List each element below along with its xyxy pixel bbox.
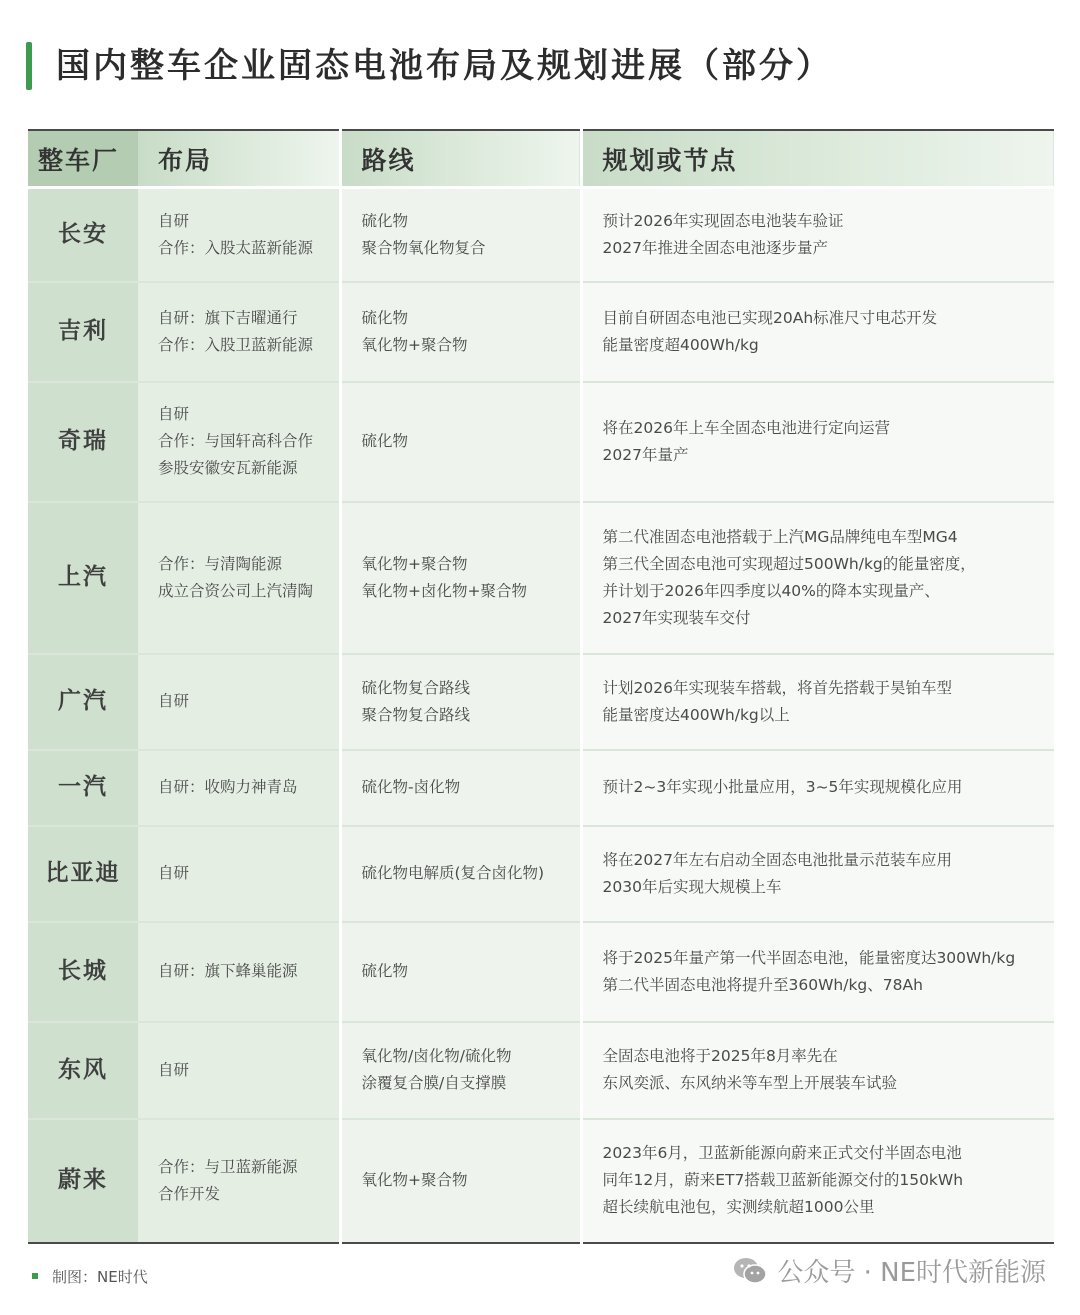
layout-line: 自研 — [158, 692, 190, 710]
page-title: 国内整车企业固态电池布局及规划进展（部分） — [56, 46, 833, 86]
plan-line: 第三代全固态电池可实现超过500Wh/kg的能量密度， — [602, 554, 976, 573]
maker-cell: 蔚来 — [28, 1119, 138, 1243]
maker-cell: 广汽 — [28, 654, 138, 750]
maker-cell: 一汽 — [28, 750, 138, 826]
plan-line: 同年12月，蔚来ET7搭载卫蓝新能源交付的150kWh — [602, 1171, 964, 1189]
layout-cell — [138, 1119, 340, 1243]
route-cell — [340, 654, 581, 750]
route-cell — [340, 382, 581, 502]
maker-cell: 上汽 — [28, 502, 138, 654]
table-header-row — [28, 130, 1054, 188]
plan-cell — [581, 1119, 1054, 1243]
layout-line: 自研：旗下吉曜通行 — [158, 308, 298, 327]
route-line: 硫化物电解质(复合卤化物) — [361, 864, 545, 882]
route-line: 硫化物复合路线 — [361, 678, 471, 697]
route-line: 氧化物/卤化物/硫化物 — [361, 1047, 512, 1065]
title-accent-bar — [26, 42, 32, 90]
layout-line: 成立合资公司上汽清陶 — [158, 581, 314, 600]
route-cell — [340, 502, 581, 654]
route-cell — [340, 188, 581, 282]
header-maker: 整车厂 — [28, 130, 138, 188]
plan-line: 2027年量产 — [602, 445, 689, 464]
layout-line: 合作：与卫蓝新能源 — [158, 1157, 298, 1176]
plan-line: 2027年推进全固态电池逐步量产 — [602, 238, 828, 257]
route-cell — [340, 826, 581, 922]
plan-line: 第二代半固态电池将提升至360Wh/kg、78Ah — [602, 975, 923, 994]
layout-line: 合作：与清陶能源 — [158, 554, 283, 573]
route-line: 涂覆复合膜/自支撑膜 — [361, 1074, 507, 1092]
route-cell — [340, 282, 581, 382]
route-line: 硫化物-卤化物 — [361, 778, 461, 796]
layout-table — [28, 129, 1054, 1244]
route-cell — [340, 1119, 581, 1243]
route-line: 氧化物+聚合物 — [361, 1171, 468, 1189]
table-row — [28, 188, 1054, 282]
route-cell — [340, 750, 581, 826]
plan-line: 并计划于2026年四季度以40%的降本实现量产、 — [602, 581, 940, 600]
layout-cell — [138, 382, 340, 502]
route-line: 氧化物+聚合物 — [361, 554, 468, 573]
layout-line: 合作：入股卫蓝新能源 — [158, 335, 314, 354]
plan-cell — [581, 654, 1054, 750]
plan-line: 预计2~3年实现小批量应用，3~5年实现规模化应用 — [602, 778, 963, 796]
plan-line: 全固态电池将于2025年8月率先在 — [602, 1047, 838, 1065]
layout-line: 自研：旗下蜂巢能源 — [158, 962, 298, 980]
footer-credit: 制图：NE时代 — [52, 1268, 148, 1286]
watermark — [733, 1252, 1046, 1289]
maker-cell: 长城 — [28, 922, 138, 1022]
table-row — [28, 502, 1054, 654]
route-line: 硫化物 — [361, 962, 409, 980]
plan-line: 目前自研固态电池已实现20Ah标准尺寸电芯开发 — [602, 308, 938, 327]
layout-line: 合作：与国轩高科合作 — [158, 432, 314, 450]
route-line: 聚合物复合路线 — [361, 705, 471, 724]
table-row — [28, 922, 1054, 1022]
maker-cell: 比亚迪 — [28, 826, 138, 922]
layout-cell — [138, 188, 340, 282]
route-line: 聚合物氧化物复合 — [361, 238, 486, 257]
plan-cell — [581, 188, 1054, 282]
route-line: 氧化物+卤化物+聚合物 — [361, 581, 527, 600]
plan-cell — [581, 382, 1054, 502]
layout-cell — [138, 826, 340, 922]
route-line: 硫化物 — [361, 432, 409, 450]
plan-line: 第二代准固态电池搭载于上汽MG品牌纯电车型MG4 — [602, 527, 958, 546]
plan-line: 计划2026年实现装车搭载，将首先搭载于昊铂车型 — [602, 678, 952, 697]
plan-cell — [581, 750, 1054, 826]
layout-line: 自研：收购力神青岛 — [158, 778, 298, 796]
table-row — [28, 826, 1054, 922]
footer-bullet — [32, 1273, 38, 1279]
layout-cell — [138, 502, 340, 654]
route-cell — [340, 922, 581, 1022]
header-route: 路线 — [340, 130, 581, 188]
table-row — [28, 382, 1054, 502]
maker-cell: 奇瑞 — [28, 382, 138, 502]
table-row — [28, 750, 1054, 826]
plan-line: 超长续航电池包，实测续航超1000公里 — [602, 1198, 875, 1216]
layout-cell — [138, 750, 340, 826]
wechat-icon — [733, 1256, 767, 1286]
route-line: 硫化物 — [361, 211, 409, 230]
plan-line: 东风奕派、东风纳米等车型上开展装车试验 — [602, 1074, 898, 1092]
plan-cell — [581, 282, 1054, 382]
table-row — [28, 1119, 1054, 1243]
plan-line: 将在2026年上车全固态电池进行定向运营 — [602, 418, 890, 437]
layout-line: 自研 — [158, 211, 190, 230]
maker-cell: 东风 — [28, 1022, 138, 1119]
layout-line: 自研 — [158, 1060, 190, 1079]
layout-cell — [138, 1022, 340, 1119]
plan-line: 2030年后实现大规模上车 — [602, 877, 782, 896]
route-cell — [340, 1022, 581, 1119]
route-line: 氧化物+聚合物 — [361, 335, 468, 354]
header-layout: 布局 — [138, 130, 340, 188]
layout-line: 自研 — [158, 405, 190, 423]
plan-line: 能量密度达400Wh/kg以上 — [602, 705, 790, 724]
layout-cell — [138, 282, 340, 382]
layout-cell — [138, 654, 340, 750]
layout-line: 参股安徽安瓦新能源 — [158, 459, 298, 477]
header-plan: 规划或节点 — [581, 130, 1054, 188]
plan-cell — [581, 1022, 1054, 1119]
plan-line: 将在2027年左右启动全固态电池批量示范装车应用 — [602, 850, 952, 869]
maker-cell: 长安 — [28, 188, 138, 282]
route-line: 硫化物 — [361, 308, 409, 327]
layout-line: 合作开发 — [158, 1184, 221, 1203]
plan-line: 将于2025年量产第一代半固态电池，能量密度达300Wh/kg — [602, 948, 1016, 967]
plan-cell — [581, 826, 1054, 922]
layout-line: 合作：入股太蓝新能源 — [158, 238, 314, 257]
plan-line: 预计2026年实现固态电池装车验证 — [602, 211, 844, 230]
maker-cell: 吉利 — [28, 282, 138, 382]
table-row — [28, 1022, 1054, 1119]
plan-cell — [581, 502, 1054, 654]
table-row — [28, 282, 1054, 382]
layout-cell — [138, 922, 340, 1022]
plan-line: 2023年6月，卫蓝新能源向蔚来正式交付半固态电池 — [602, 1144, 962, 1162]
plan-line: 2027年实现装车交付 — [602, 608, 751, 627]
plan-cell — [581, 922, 1054, 1022]
table-row — [28, 654, 1054, 750]
watermark-text: 公众号 · NE时代新能源 — [777, 1258, 1046, 1288]
layout-line: 自研 — [158, 864, 190, 882]
plan-line: 能量密度超400Wh/kg — [602, 335, 759, 354]
